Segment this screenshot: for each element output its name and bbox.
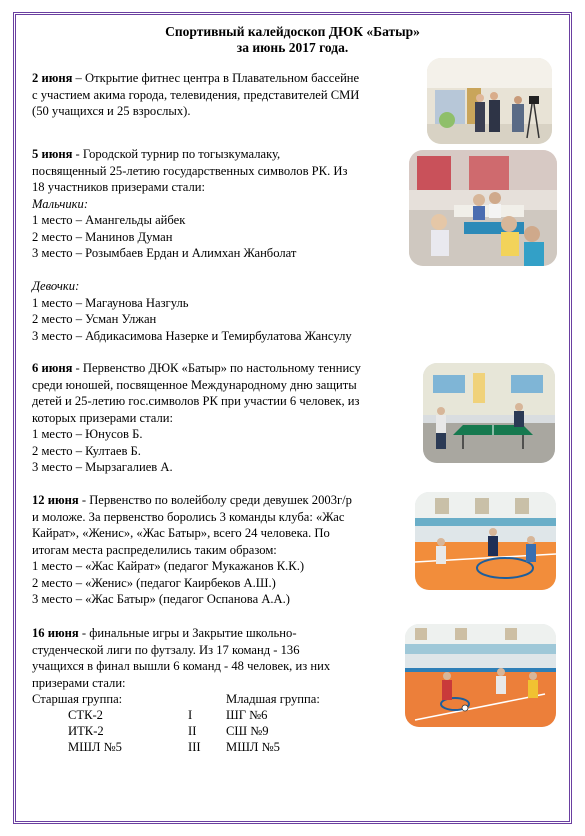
girls-label: Девочки: xyxy=(32,279,80,293)
section-text: которых призерами стали: xyxy=(32,410,174,425)
futsal-results-table xyxy=(32,691,320,755)
place-numeral: II xyxy=(188,724,197,738)
togyzkumalak-tournament-photo xyxy=(409,150,557,266)
boys-label: Мальчики: xyxy=(32,196,89,211)
senior-team: ИТК-2 xyxy=(68,724,104,738)
section-text: Кайрат», «Женис», «Жас Батыр», всего 24 человека. По xyxy=(32,526,330,540)
volleyball-photo xyxy=(415,492,556,590)
section-june-12 xyxy=(32,492,352,608)
place-3: 3 место – «Жас Батыр» (педагог Оспанова А.А.) xyxy=(32,592,290,606)
section-text: посвященный 25-летию государственных символов РК. Из xyxy=(32,163,348,178)
section-text: призерами стали: xyxy=(32,675,126,690)
boys-place-2: 2 место – Манинов Думан xyxy=(32,229,173,244)
place-1: 1 место – Юнусов Б. xyxy=(32,427,143,441)
table-row xyxy=(32,739,320,755)
section-june-16 xyxy=(32,625,330,755)
section-text: - финальные игры и Закрытие школьно- xyxy=(78,626,297,640)
boys-place-1: 1 место – Амангельды айбек xyxy=(32,213,186,227)
section-text: - Первенство ДЮК «Батыр» по настольному теннису xyxy=(72,361,361,375)
boys-place-3: 3 место – Розымбаев Ердан и Алимхан Жанболат xyxy=(32,246,297,260)
section-text: (50 учащихся и 25 взрослых). xyxy=(32,104,191,118)
section-date: 2 июня xyxy=(32,71,73,85)
senior-team: СТК-2 xyxy=(68,708,103,722)
section-text: 18 участников призерами стали: xyxy=(32,180,205,194)
section-text: – Открытие фитнес центра в Плавательном бассейне xyxy=(72,71,360,85)
place-numeral: III xyxy=(188,740,201,754)
girls-place-3: 3 место – Абдикасимова Назерке и Темирбулатова Жансулу xyxy=(32,328,352,343)
place-3: 3 место – Мырзагалиев А. xyxy=(32,460,173,474)
junior-group-label: Младшая группа: xyxy=(226,692,320,706)
place-numeral: I xyxy=(188,708,193,722)
table-tennis-photo xyxy=(423,363,555,463)
page-title xyxy=(0,24,585,56)
junior-team: ШГ №6 xyxy=(226,708,268,722)
title-line-2: за июнь 2017 года. xyxy=(236,40,349,55)
section-june-5 xyxy=(32,146,352,344)
girls-place-1: 1 место – Магаунова Назгуль xyxy=(32,295,189,310)
senior-team: МШЛ №5 xyxy=(68,740,122,754)
section-text: с участием акима города, телевидения, представителей СМИ xyxy=(32,87,360,102)
futsal-photo xyxy=(405,624,556,727)
section-date: 12 июня xyxy=(32,493,79,507)
girls-place-2: 2 место – Усман Улжан xyxy=(32,312,157,326)
table-row xyxy=(32,707,320,723)
table-row xyxy=(32,723,320,739)
place-1: 1 место – «Жас Кайрат» (педагог Мукажанов К.К.) xyxy=(32,559,305,573)
section-text: и моложе. За первенство боролись 3 команды клуба: «Жас xyxy=(32,509,345,524)
section-text: студенческой лиги по футзалу. Из 17 команд - 136 xyxy=(32,642,300,657)
section-text: - Городской турнир по тогызкумалаку, xyxy=(72,147,281,161)
section-text: детей и 25-летию гос.символов РК при участии 6 человек, из xyxy=(32,394,360,408)
section-date: 5 июня xyxy=(32,147,73,161)
section-text: - Первенство по волейболу среди девушек 2003г/р xyxy=(78,493,352,507)
place-2: 2 место – Култаев Б. xyxy=(32,443,141,458)
place-2: 2 место – «Женис» (педагог Каирбеков А.Ш.) xyxy=(32,575,276,590)
section-date: 6 июня xyxy=(32,361,73,375)
section-text: итогам места распределились таким образом: xyxy=(32,542,277,557)
title-line-1: Спортивный калейдоскоп ДЮК «Батыр» xyxy=(165,24,420,39)
fitness-opening-photo xyxy=(427,58,552,144)
section-june-6 xyxy=(32,360,361,476)
section-text: среди юношей, посвященное Международному дню защиты xyxy=(32,377,357,392)
section-june-2 xyxy=(32,70,359,120)
senior-group-label: Старшая группа: xyxy=(32,692,123,706)
table-header-row xyxy=(32,691,320,707)
junior-team: СШ №9 xyxy=(226,724,269,738)
section-date: 16 июня xyxy=(32,626,79,640)
section-text: учащихся в финал вышли 6 команд - 48 человек, из них xyxy=(32,659,331,673)
junior-team: МШЛ №5 xyxy=(226,740,280,754)
